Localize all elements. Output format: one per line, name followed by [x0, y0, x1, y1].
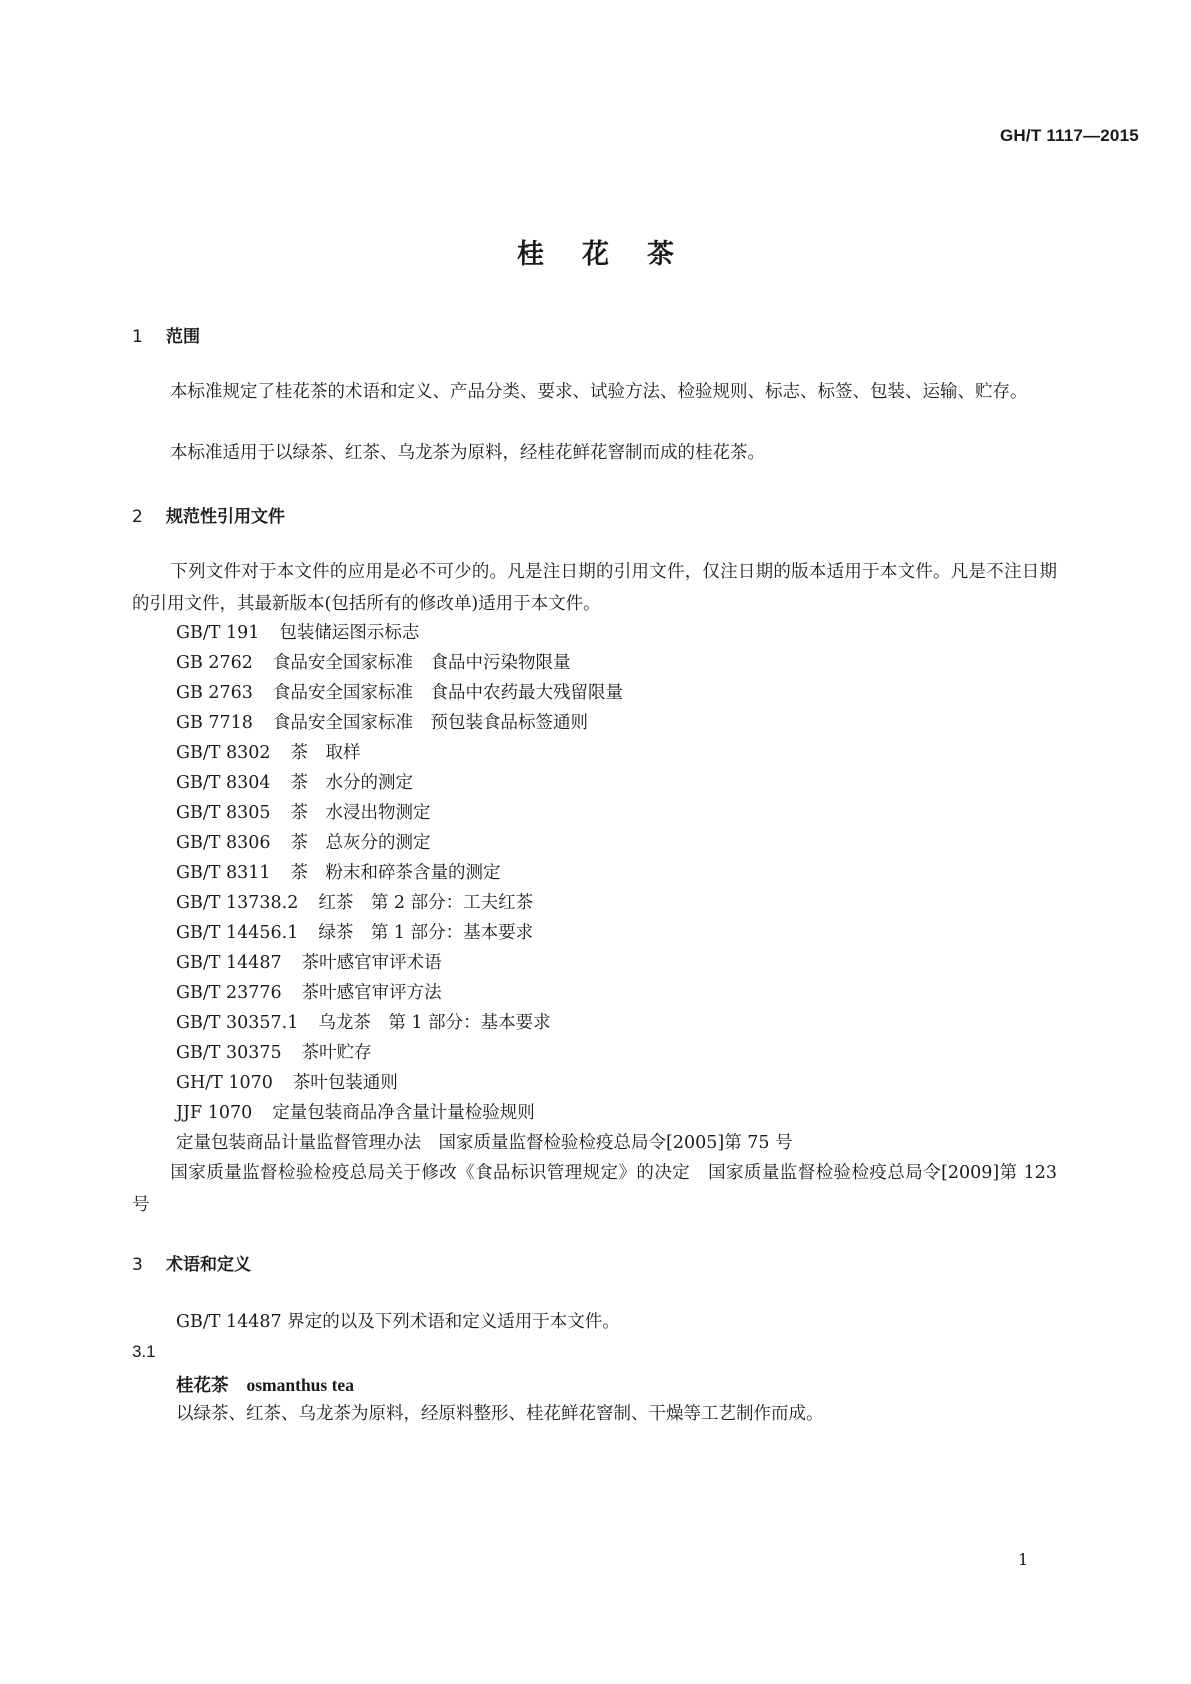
section-2-number: 2	[132, 507, 143, 527]
term-english: osmanthus tea	[246, 1375, 354, 1395]
standard-code: GH/T 1117—2015	[1000, 126, 1139, 145]
reference-item: GB/T 30375 茶叶贮存	[176, 1043, 372, 1063]
document-title: 桂花茶	[517, 239, 712, 270]
reference-item: GB/T 191 包装储运图示标志	[176, 623, 420, 643]
reference-item: GB/T 14487 茶叶感官审评术语	[176, 953, 442, 973]
reference-item: GB 2762 食品安全国家标准 食品中污染物限量	[176, 653, 571, 673]
term-chinese: 桂花茶	[176, 1376, 229, 1396]
reference-item: GB/T 8306 茶 总灰分的测定	[176, 833, 431, 853]
reference-item: GB/T 23776 茶叶感官审评方法	[176, 983, 442, 1003]
scope-paragraph-1: 本标准规定了桂花茶的术语和定义、产品分类、要求、试验方法、检验规则、标志、标签、包装、运输、贮存。	[170, 382, 1028, 402]
section-2-heading	[132, 502, 285, 527]
section-3-heading	[132, 1250, 251, 1275]
page-number: 1	[1018, 1550, 1029, 1569]
term-definition: 以绿茶、红茶、乌龙茶为原料，经原料整形、桂花鲜花窨制、干燥等工艺制作而成。	[176, 1404, 824, 1424]
reference-item: GH/T 1070 茶叶包装通则	[176, 1073, 398, 1093]
reference-item: GB/T 8311 茶 粉末和碎茶含量的测定	[176, 863, 501, 883]
section-2-title: 规范性引用文件	[166, 507, 285, 527]
section-1-heading	[132, 322, 200, 347]
section-3-title: 术语和定义	[166, 1255, 251, 1275]
section-3-number: 3	[132, 1255, 143, 1275]
clause-number: 3.1	[132, 1342, 156, 1361]
reference-item: GB/T 14456.1 绿茶 第 1 部分：基本要求	[176, 923, 534, 943]
reference-item: GB/T 8302 茶 取样	[176, 743, 361, 763]
term-heading	[176, 1372, 354, 1397]
reference-item: GB/T 8305 茶 水浸出物测定	[176, 803, 431, 823]
reference-item: GB 7718 食品安全国家标准 预包装食品标签通则	[176, 713, 588, 733]
section-1-number: 1	[132, 327, 143, 347]
reference-item: GB 2763 食品安全国家标准 食品中农药最大残留限量	[176, 683, 623, 703]
reference-extra-2: 国家质量监督检验检疫总局关于修改《食品标识管理规定》的决定 国家质量监督检验检疫总局令[2009]第 123 号	[132, 1163, 1057, 1215]
scope-paragraph-2: 本标准适用于以绿茶、红茶、乌龙茶为原料，经桂花鲜花窨制而成的桂花茶。	[170, 443, 765, 463]
reference-item: GB/T 30357.1 乌龙茶 第 1 部分：基本要求	[176, 1013, 551, 1033]
reference-item: GB/T 13738.2 红茶 第 2 部分：工夫红茶	[176, 893, 534, 913]
reference-extra-1: 定量包装商品计量监督管理办法 国家质量监督检验检疫总局令[2005]第 75 号	[176, 1133, 793, 1153]
section-1-title: 范围	[166, 327, 200, 347]
reference-item: GB/T 8304 茶 水分的测定	[176, 773, 414, 793]
terms-intro: GB/T 14487 界定的以及下列术语和定义适用于本文件。	[176, 1312, 620, 1332]
refs-intro: 下列文件对于本文件的应用是必不可少的。凡是注日期的引用文件，仅注日期的版本适用于本文件。凡是不注日期的引用文件，其最新版本(包括所有的修改单)适用于本文件。	[132, 562, 1057, 614]
reference-item: JJF 1070 定量包装商品净含量计量检验规则	[176, 1103, 535, 1123]
